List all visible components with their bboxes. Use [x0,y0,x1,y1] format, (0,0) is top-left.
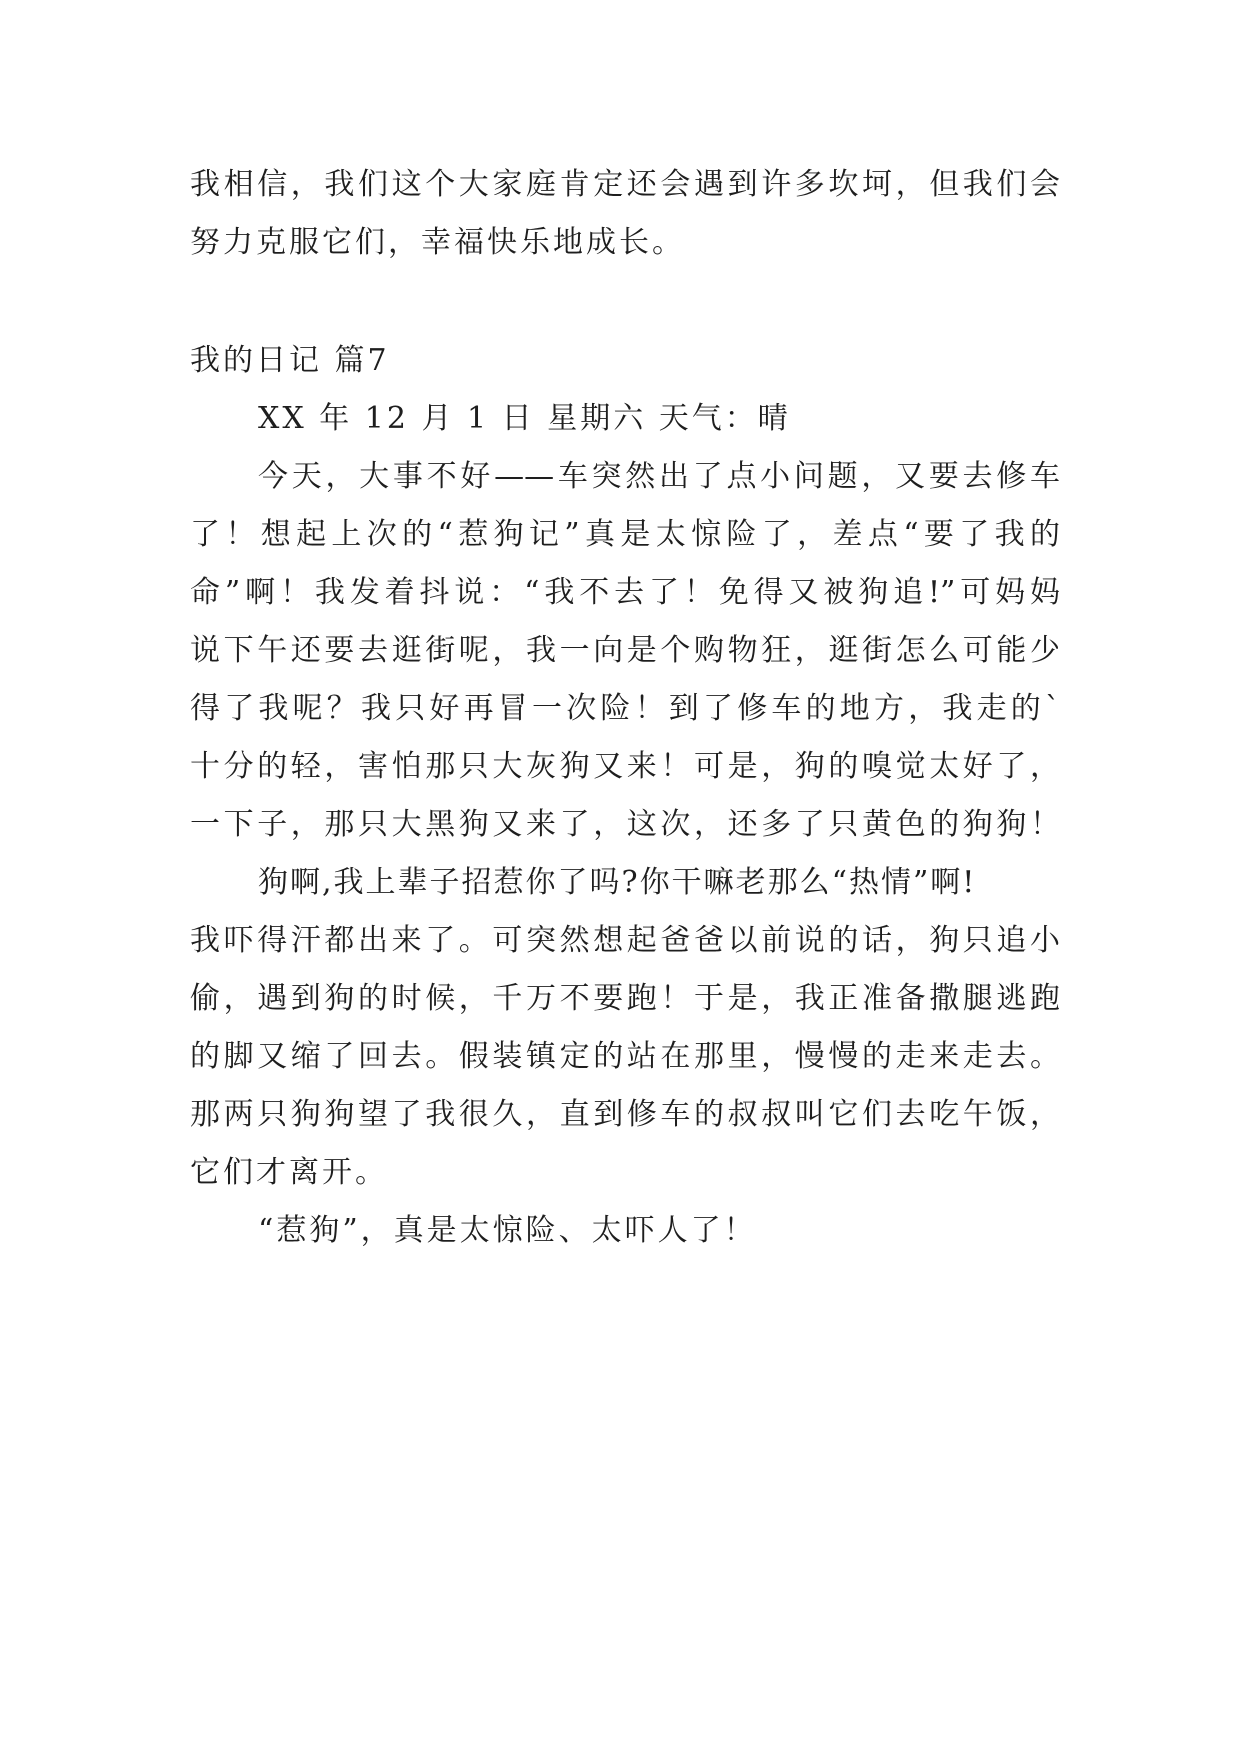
text-line: 偷，遇到狗的时候，千万不要跑！于是，我正准备撒腿逃跑 [190,981,1060,1016]
text-line: 努力克服它们，幸福快乐地成长。 [190,225,685,260]
text-line: 十分的轻，害怕那只大灰狗又来！可是，狗的嗅觉太好了， [190,749,1060,784]
text-line: 狗啊,我上辈子招惹你了吗?你干嘛老那么“热情”啊! [258,865,977,900]
text-line: 得了我呢？我只好再冒一次险！到了修车的地方，我走的` [190,691,1060,726]
text-line: 的脚又缩了回去。假装镇定的站在那里，慢慢的走来走去。 [190,1039,1060,1074]
text-line: 说下午还要去逛街呢，我一向是个购物狂，逛街怎么可能少 [190,633,1060,668]
section-title: 我的日记 篇7 [190,343,390,378]
text-line: 它们才离开。 [190,1155,388,1190]
text-line: 那两只狗狗望了我很久，直到修车的叔叔叫它们去吃午饭， [190,1097,1060,1132]
text-line: 了！想起上次的“惹狗记”真是太惊险了，差点“要了我的 [190,517,1060,552]
text-line: 我吓得汗都出来了。可突然想起爸爸以前说的话，狗只追小 [190,923,1060,958]
document-body [190,156,1060,1260]
date-line: XX 年 12 月 1 日 星期六 天气：晴 [258,401,791,436]
text-line: 我相信，我们这个大家庭肯定还会遇到许多坎坷，但我们会 [190,167,1060,202]
text-line: 一下子，那只大黑狗又来了，这次，还多了只黄色的狗狗！ [190,807,1060,842]
text-line: “惹狗”，真是太惊险、太吓人了！ [258,1213,757,1248]
text-line: 命”啊！我发着抖说：“我不去了！免得又被狗追!”可妈妈 [190,575,1060,610]
text-line: 今天，大事不好——车突然出了点小问题，又要去修车 [258,459,1060,494]
